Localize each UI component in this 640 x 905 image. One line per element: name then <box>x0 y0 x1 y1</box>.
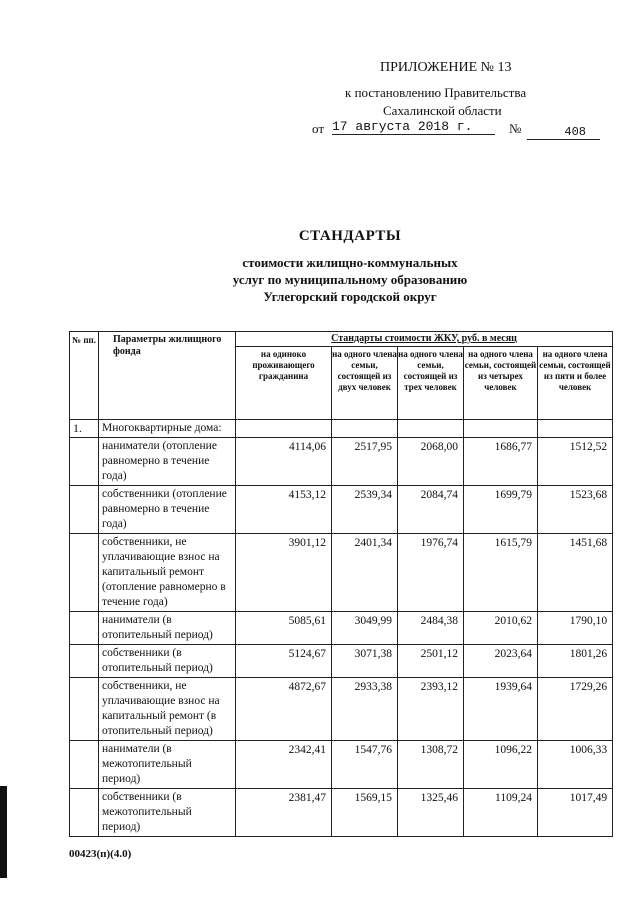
standards-table <box>69 331 613 837</box>
row-value: 3049,99 <box>332 612 398 645</box>
row-value: 2933,38 <box>332 678 398 741</box>
row-value: 2342,41 <box>236 741 332 789</box>
row-value: 1729,26 <box>538 678 613 741</box>
section-row <box>70 420 613 438</box>
row-value: 2381,47 <box>236 789 332 837</box>
table-row <box>70 789 613 837</box>
row-value: 1547,76 <box>332 741 398 789</box>
decree-number: 408 <box>527 125 600 140</box>
row-label: собственники, не уплачивающие взнос на капитальный ремонт (в отопительный период) <box>99 678 236 741</box>
row-value: 1308,72 <box>398 741 464 789</box>
row-value: 2068,00 <box>398 438 464 486</box>
row-value: 1017,49 <box>538 789 613 837</box>
row-value: 1109,24 <box>464 789 538 837</box>
table-row <box>70 612 613 645</box>
row-value: 2484,38 <box>398 612 464 645</box>
header-standards-group: Стандарты стоимости ЖКУ, руб. в месяц <box>236 332 613 347</box>
table-row <box>70 741 613 789</box>
table-row <box>70 438 613 486</box>
row-value: 2023,64 <box>464 645 538 678</box>
subtitle-line-2: услуг по муниципальному образованию <box>232 272 468 287</box>
appendix-number: ПРИЛОЖЕНИЕ № 13 <box>380 60 512 75</box>
row-value: 1512,52 <box>538 438 613 486</box>
table-row <box>70 645 613 678</box>
decree-date: 17 августа 2018 г. <box>332 119 495 135</box>
row-label: собственники (отопление равномерно в течение года) <box>99 486 236 534</box>
subtitle-line-1: стоимости жилищно-коммунальных <box>242 255 458 270</box>
row-value: 1976,74 <box>398 534 464 612</box>
row-value: 2501,12 <box>398 645 464 678</box>
header-family-2: на одного члена семьи, состоящей из двух человек <box>332 347 398 420</box>
row-value: 1451,68 <box>538 534 613 612</box>
row-label: наниматели (в отопительный период) <box>99 612 236 645</box>
row-value: 1523,68 <box>538 486 613 534</box>
row-value: 1686,77 <box>464 438 538 486</box>
row-value: 2539,34 <box>332 486 398 534</box>
header-family-5plus: на одного члена семьи, состоящей из пяти и более человек <box>538 347 613 420</box>
row-value: 2401,34 <box>332 534 398 612</box>
row-value: 1006,33 <box>538 741 613 789</box>
document-code: 00423(п)(4.0) <box>69 848 132 860</box>
header-single: на одиноко проживающего гражданина <box>236 347 332 420</box>
row-value: 3901,12 <box>236 534 332 612</box>
header-family-4: на одного члена семьи, состоящей из четырех человек <box>464 347 538 420</box>
row-label: наниматели (отопление равномерно в течение года) <box>99 438 236 486</box>
row-value: 1569,15 <box>332 789 398 837</box>
scan-edge-mark <box>0 786 7 878</box>
header-number: № пп. <box>70 332 99 420</box>
section-index: 1. <box>70 420 99 438</box>
row-value: 1325,46 <box>398 789 464 837</box>
subtitle-line-3: Углегорский городской округ <box>263 289 437 304</box>
table-row <box>70 486 613 534</box>
row-value: 4153,12 <box>236 486 332 534</box>
row-value: 1790,10 <box>538 612 613 645</box>
row-value: 3071,38 <box>332 645 398 678</box>
date-prefix: от <box>312 121 325 136</box>
row-value: 2084,74 <box>398 486 464 534</box>
row-value: 1615,79 <box>464 534 538 612</box>
row-label: наниматели (в межотопительный период) <box>99 741 236 789</box>
row-value: 1699,79 <box>464 486 538 534</box>
row-value: 2393,12 <box>398 678 464 741</box>
header-family-3: на одного члена семьи, состоящей из трех человек <box>398 347 464 420</box>
table-row <box>70 678 613 741</box>
document-title: СТАНДАРТЫ <box>298 228 402 244</box>
row-value: 1939,64 <box>464 678 538 741</box>
row-value: 2010,62 <box>464 612 538 645</box>
decree-date-line <box>312 120 612 140</box>
row-value: 4872,67 <box>236 678 332 741</box>
row-value: 2517,95 <box>332 438 398 486</box>
row-value: 1096,22 <box>464 741 538 789</box>
row-label: собственники (в отопительный период) <box>99 645 236 678</box>
decree-reference: к постановлению Правительства <box>345 85 527 100</box>
table-row <box>70 534 613 612</box>
row-label: собственники (в межотопительный период) <box>99 789 236 837</box>
header-parameters: Параметры жилищного фонда <box>99 332 236 420</box>
row-value: 5124,67 <box>236 645 332 678</box>
row-label: собственники, не уплачивающие взнос на капитальный ремонт (отопление равномерно в течение года) <box>99 534 236 612</box>
row-value: 4114,06 <box>236 438 332 486</box>
row-value: 1801,26 <box>538 645 613 678</box>
decree-region: Сахалинской области <box>383 103 502 118</box>
row-value: 5085,61 <box>236 612 332 645</box>
section-label: Многоквартирные дома: <box>99 420 236 438</box>
number-prefix: № <box>509 121 522 136</box>
